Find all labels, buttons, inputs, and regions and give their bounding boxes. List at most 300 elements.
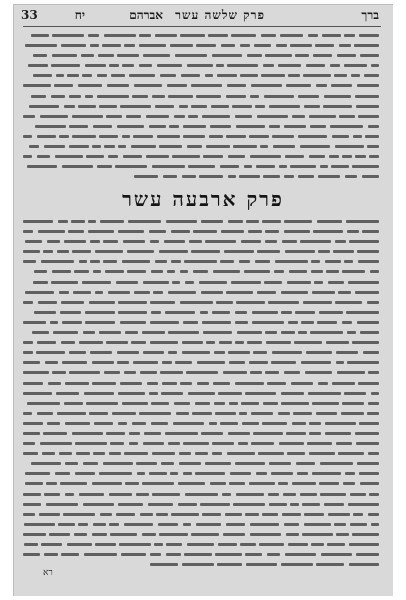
text-word-stroke (83, 331, 95, 334)
text-word-stroke (124, 44, 135, 47)
text-word-stroke (43, 432, 67, 435)
text-word-stroke (357, 84, 379, 87)
text-word-stroke (281, 311, 292, 314)
text-line (23, 111, 379, 121)
text-word-stroke (23, 361, 40, 364)
text-word-stroke (227, 84, 246, 87)
text-word-stroke (129, 74, 155, 77)
text-line (23, 398, 379, 408)
text-word-stroke (23, 533, 46, 536)
text-word-stroke (25, 44, 57, 47)
text-word-stroke (174, 115, 185, 118)
text-word-stroke (358, 115, 379, 118)
header-name-word: אברהם (129, 8, 163, 22)
text-word-stroke (143, 442, 164, 445)
text-word-stroke (202, 321, 231, 324)
text-word-stroke (184, 553, 212, 556)
text-word-stroke (358, 260, 379, 263)
text-word-stroke (356, 105, 379, 108)
text-word-stroke (134, 291, 150, 294)
text-word-stroke (146, 115, 169, 118)
text-word-stroke (72, 432, 103, 435)
text-word-stroke (239, 260, 250, 263)
text-word-stroke (150, 240, 159, 243)
text-word-stroke (191, 250, 220, 253)
text-word-stroke (287, 452, 305, 455)
text-word-stroke (251, 412, 273, 415)
text-word-stroke (78, 105, 96, 108)
text-word-stroke (27, 402, 60, 405)
text-word-stroke (193, 230, 217, 233)
text-word-stroke (353, 513, 363, 516)
text-word-stroke (168, 95, 193, 98)
text-word-stroke (330, 125, 363, 128)
text-word-stroke (219, 341, 232, 344)
text-word-stroke (144, 432, 161, 435)
text-word-stroke (201, 432, 223, 435)
text-word-stroke (139, 34, 151, 37)
text-word-stroke (336, 442, 352, 445)
text-word-stroke (28, 64, 48, 67)
text-word-stroke (261, 34, 276, 37)
text-word-stroke (159, 533, 188, 536)
text-word-stroke (23, 371, 49, 374)
text-word-stroke (355, 155, 366, 158)
text-word-stroke (146, 155, 169, 158)
text-word-stroke (59, 291, 69, 294)
text-word-stroke (206, 145, 230, 148)
text-word-stroke (323, 105, 352, 108)
text-word-stroke (202, 115, 230, 118)
text-word-stroke (25, 240, 42, 243)
text-word-stroke (44, 145, 65, 148)
text-word-stroke (23, 422, 43, 425)
text-word-stroke (332, 135, 349, 138)
text-word-stroke (320, 493, 346, 496)
text-word-stroke (350, 493, 366, 496)
text-word-stroke (319, 311, 343, 314)
text-word-stroke (346, 311, 379, 314)
text-word-stroke (180, 34, 205, 37)
text-line (23, 509, 379, 519)
text-word-stroke (213, 382, 230, 385)
text-word-stroke (241, 402, 259, 405)
text-word-stroke (188, 392, 215, 395)
text-word-stroke (245, 513, 259, 516)
text-word-stroke (310, 331, 343, 334)
text-word-stroke (250, 155, 281, 158)
text-word-stroke (23, 155, 32, 158)
text-word-stroke (292, 115, 305, 118)
text-word-stroke (196, 44, 216, 47)
text-word-stroke (226, 95, 246, 98)
text-word-stroke (236, 125, 265, 128)
text-word-stroke (169, 125, 179, 128)
text-line (23, 388, 379, 398)
text-word-stroke (183, 135, 205, 138)
text-word-stroke (33, 74, 52, 77)
text-word-stroke (209, 135, 223, 138)
text-word-stroke (310, 125, 326, 128)
text-word-stroke (53, 331, 78, 334)
text-word-stroke (233, 145, 257, 148)
text-word-stroke (63, 513, 95, 516)
text-word-stroke (79, 260, 87, 263)
text-word-stroke (23, 553, 40, 556)
text-word-stroke (235, 382, 264, 385)
text-word-stroke (347, 361, 379, 364)
text-word-stroke (157, 135, 180, 138)
text-word-stroke (92, 382, 116, 385)
text-word-stroke (118, 392, 145, 395)
text-word-stroke (149, 392, 158, 395)
text-word-stroke (284, 523, 299, 526)
text-word-stroke (302, 503, 320, 506)
text-word-stroke (233, 503, 265, 506)
text-word-stroke (260, 145, 268, 148)
text-word-stroke (23, 321, 46, 324)
text-word-stroke (179, 452, 191, 455)
text-word-stroke (41, 260, 74, 263)
text-word-stroke (231, 34, 256, 37)
text-line (23, 347, 379, 357)
text-word-stroke (215, 412, 236, 415)
text-word-stroke (244, 165, 252, 168)
text-word-stroke (240, 44, 250, 47)
text-word-stroke (296, 462, 315, 465)
text-word-stroke (230, 472, 251, 475)
text-word-stroke (238, 442, 248, 445)
text-word-stroke (304, 513, 324, 516)
text-word-stroke (325, 432, 351, 435)
text-word-stroke (249, 135, 269, 138)
text-word-stroke (92, 145, 101, 148)
text-word-stroke (38, 230, 65, 233)
text-word-stroke (121, 553, 146, 556)
text-word-stroke (154, 543, 163, 546)
text-word-stroke (152, 493, 180, 496)
text-word-stroke (46, 503, 78, 506)
text-word-stroke (285, 250, 315, 253)
text-word-stroke (72, 135, 96, 138)
text-word-stroke (301, 361, 331, 364)
text-word-stroke (25, 291, 54, 294)
text-word-stroke (212, 311, 230, 314)
text-word-stroke (151, 422, 168, 425)
text-word-stroke (182, 351, 210, 354)
text-word-stroke (120, 382, 142, 385)
text-word-stroke (263, 175, 280, 178)
text-word-stroke (196, 523, 221, 526)
text-word-stroke (273, 145, 295, 148)
text-word-stroke (173, 422, 204, 425)
text-word-stroke (338, 452, 364, 455)
text-word-stroke (290, 165, 316, 168)
text-word-stroke (75, 442, 107, 445)
text-word-stroke (99, 135, 118, 138)
text-word-stroke (46, 482, 57, 485)
text-word-stroke (292, 422, 306, 425)
text-word-stroke (309, 115, 336, 118)
text-word-stroke (23, 230, 33, 233)
text-word-stroke (47, 240, 60, 243)
text-word-stroke (133, 361, 158, 364)
text-word-stroke (109, 64, 119, 67)
text-word-stroke (161, 392, 183, 395)
text-word-stroke (200, 311, 208, 314)
text-word-stroke (256, 472, 267, 475)
text-word-stroke (221, 230, 244, 233)
text-word-stroke (162, 361, 172, 364)
text-word-stroke (335, 145, 364, 148)
text-word-stroke (118, 422, 127, 425)
text-word-stroke (326, 270, 339, 273)
text-word-stroke (23, 115, 35, 118)
text-word-stroke (316, 563, 344, 566)
text-word-stroke (265, 54, 292, 57)
text-word-stroke (345, 472, 355, 475)
text-word-stroke (240, 74, 258, 77)
text-word-stroke (78, 84, 102, 87)
text-word-stroke (306, 64, 325, 67)
text-word-stroke (24, 543, 38, 546)
text-word-stroke (164, 240, 185, 243)
text-line (23, 91, 379, 101)
text-word-stroke (205, 240, 236, 243)
text-word-stroke (242, 422, 259, 425)
text-word-stroke (298, 331, 307, 334)
text-word-stroke (23, 351, 33, 354)
text-word-stroke (282, 240, 297, 243)
text-word-stroke (31, 462, 61, 465)
text-word-stroke (311, 260, 320, 263)
text-word-stroke (331, 165, 349, 168)
text-word-stroke (279, 442, 304, 445)
text-word-stroke (269, 503, 287, 506)
text-word-stroke (196, 95, 221, 98)
text-word-stroke (327, 543, 345, 546)
text-word-stroke (332, 382, 355, 385)
text-word-stroke (202, 513, 221, 516)
text-word-stroke (216, 301, 233, 304)
text-word-stroke (29, 145, 39, 148)
text-word-stroke (326, 341, 349, 344)
header-rule (23, 26, 381, 27)
text-word-stroke (92, 361, 114, 364)
text-line (23, 438, 379, 448)
text-word-stroke (265, 230, 279, 233)
text-word-stroke (191, 533, 219, 536)
text-word-stroke (68, 230, 84, 233)
text-word-stroke (330, 64, 340, 67)
text-word-stroke (255, 105, 265, 108)
text-word-stroke (360, 54, 379, 57)
text-word-stroke (217, 563, 242, 566)
text-line (23, 478, 379, 488)
text-word-stroke (235, 321, 248, 324)
text-word-stroke (105, 270, 124, 273)
text-word-stroke (37, 155, 50, 158)
text-word-stroke (311, 270, 323, 273)
text-word-stroke (97, 95, 129, 98)
text-word-stroke (99, 472, 132, 475)
text-word-stroke (118, 230, 144, 233)
text-word-stroke (325, 260, 341, 263)
text-line (23, 529, 379, 539)
text-word-stroke (140, 513, 153, 516)
text-word-stroke (359, 422, 379, 425)
text-line (23, 539, 379, 549)
text-word-stroke (282, 513, 301, 516)
text-word-stroke (244, 270, 270, 273)
text-word-stroke (328, 281, 344, 284)
text-word-stroke (286, 432, 306, 435)
text-word-stroke (303, 74, 331, 77)
text-word-stroke (149, 472, 167, 475)
text-word-stroke (172, 281, 180, 284)
text-word-stroke (90, 260, 100, 263)
text-word-stroke (226, 291, 253, 294)
text-word-stroke (124, 523, 153, 526)
text-word-stroke (120, 105, 151, 108)
text-word-stroke (111, 74, 125, 77)
text-word-stroke (224, 250, 254, 253)
text-word-stroke (179, 105, 188, 108)
text-word-stroke (168, 331, 199, 334)
text-word-stroke (170, 472, 178, 475)
text-word-stroke (269, 105, 300, 108)
text-word-stroke (185, 493, 218, 496)
text-word-stroke (263, 64, 274, 67)
text-word-stroke (25, 482, 43, 485)
text-word-stroke (51, 64, 80, 67)
text-word-stroke (258, 452, 284, 455)
text-word-stroke (274, 270, 284, 273)
text-word-stroke (183, 125, 206, 128)
text-word-stroke (168, 291, 196, 294)
text-word-stroke (220, 260, 234, 263)
text-word-stroke (265, 240, 277, 243)
text-word-stroke (268, 493, 279, 496)
text-word-stroke (300, 145, 330, 148)
text-word-stroke (301, 321, 314, 324)
text-word-stroke (183, 442, 209, 445)
text-word-stroke (37, 341, 56, 344)
text-word-stroke (324, 503, 344, 506)
text-word-stroke (69, 351, 86, 354)
text-word-stroke (309, 432, 321, 435)
text-word-stroke (284, 175, 294, 178)
header-chapter-label: פרק שלשה עשר (175, 8, 265, 22)
text-word-stroke (245, 392, 276, 395)
text-word-stroke (284, 230, 310, 233)
text-word-stroke (267, 382, 286, 385)
text-line (23, 30, 379, 40)
text-word-stroke (329, 155, 339, 158)
text-word-stroke (83, 503, 114, 506)
text-word-stroke (281, 331, 295, 334)
text-word-stroke (23, 392, 52, 395)
text-word-stroke (98, 54, 114, 57)
text-word-stroke (300, 493, 317, 496)
header-chapter-letter: יח (74, 8, 85, 22)
text-word-stroke (247, 54, 262, 57)
text-word-stroke (127, 250, 154, 253)
text-word-stroke (201, 291, 223, 294)
text-word-stroke (147, 382, 158, 385)
text-word-stroke (201, 220, 223, 223)
text-word-stroke (163, 175, 177, 178)
text-word-stroke (139, 44, 166, 47)
text-word-stroke (272, 135, 294, 138)
text-word-stroke (23, 260, 36, 263)
text-word-stroke (23, 84, 51, 87)
text-word-stroke (360, 331, 379, 334)
text-line (23, 489, 379, 499)
text-word-stroke (308, 34, 318, 37)
text-word-stroke (90, 44, 99, 47)
text-word-stroke (349, 240, 379, 243)
text-word-stroke (264, 95, 294, 98)
text-word-stroke (209, 422, 217, 425)
text-word-stroke (23, 503, 41, 506)
text-word-stroke (158, 523, 178, 526)
text-word-stroke (104, 34, 136, 37)
text-word-stroke (57, 250, 69, 253)
text-word-stroke (23, 493, 41, 496)
text-word-stroke (275, 260, 308, 263)
text-word-stroke (320, 462, 353, 465)
text-word-stroke (311, 543, 324, 546)
text-word-stroke (35, 125, 66, 128)
text-word-stroke (23, 452, 38, 455)
text-word-stroke (58, 523, 75, 526)
text-word-stroke (350, 523, 367, 526)
text-word-stroke (52, 34, 84, 37)
text-word-stroke (359, 34, 379, 37)
text-line (23, 101, 379, 111)
text-word-stroke (23, 341, 33, 344)
text-line (23, 151, 379, 161)
text-word-stroke (122, 135, 130, 138)
text-word-stroke (208, 34, 228, 37)
text-word-stroke (369, 155, 379, 158)
text-word-stroke (248, 230, 262, 233)
text-word-stroke (108, 291, 130, 294)
text-word-stroke (84, 553, 117, 556)
text-word-stroke (39, 513, 60, 516)
text-word-stroke (333, 250, 354, 253)
text-word-stroke (72, 250, 91, 253)
text-line (23, 468, 379, 478)
text-word-stroke (235, 311, 247, 314)
text-line (23, 307, 379, 317)
text-word-stroke (61, 341, 75, 344)
text-line (23, 418, 379, 428)
text-word-stroke (41, 543, 62, 546)
text-word-stroke (252, 311, 278, 314)
text-word-stroke (229, 361, 245, 364)
text-word-stroke (175, 361, 192, 364)
text-word-stroke (259, 543, 284, 546)
text-line (23, 327, 379, 337)
text-line (23, 297, 379, 307)
footer-signature: רא (43, 568, 53, 578)
text-word-stroke (303, 301, 332, 304)
text-word-stroke (47, 422, 60, 425)
text-word-stroke (288, 74, 300, 77)
text-word-stroke (124, 371, 136, 374)
